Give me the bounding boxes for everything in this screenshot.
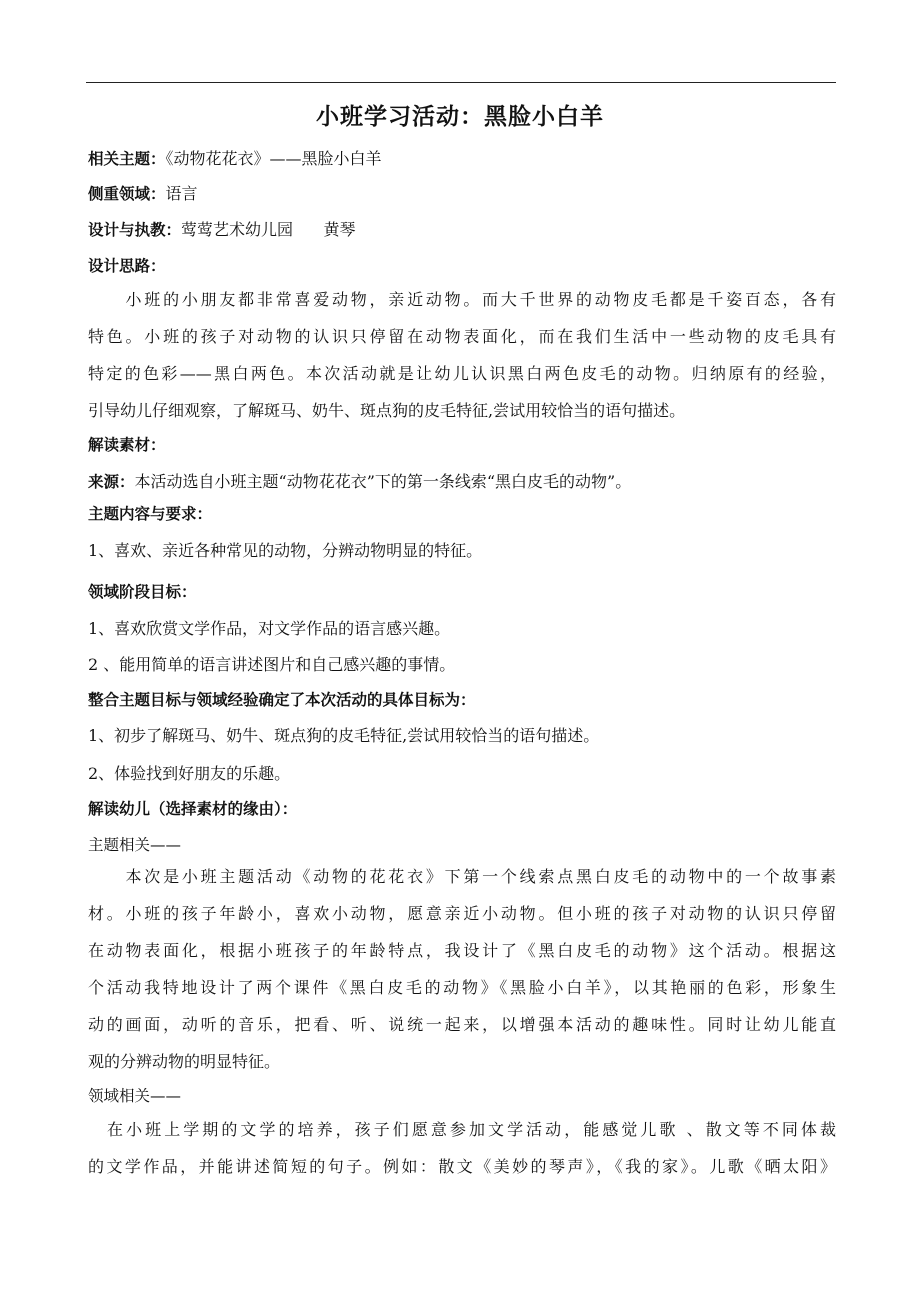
activity-goal-item: 2、体验找到好朋友的乐趣。 bbox=[88, 764, 291, 783]
meta-design bbox=[88, 217, 836, 240]
domain-goal-item: 2 、能用简单的语言讲述图片和自己感兴趣的事情。 bbox=[88, 655, 456, 674]
paragraph-line: 材。小班的孩子年龄小，喜欢小动物，愿意亲近小动物。但小班的孩子对动物的认识只停留 bbox=[88, 904, 836, 923]
source-value: 本活动选自小班主题“动物花花衣”下的第一条线索“黑白皮毛的动物”。 bbox=[134, 472, 632, 491]
paragraph-line: 在小班上学期的文学的培养，孩子们愿意参加文学活动，能感觉儿歌 、散文等不同体裁 bbox=[88, 1120, 836, 1139]
children-heading: 解读幼儿（选择素材的缘由）： bbox=[88, 800, 298, 818]
material-heading: 解读素材： bbox=[88, 436, 166, 454]
domain-label: 侧重领域： bbox=[88, 185, 166, 203]
paragraph-line: 的文学作品，并能讲述简短的句子。例如：散文《美妙的琴声》，《我的家》。儿歌《晒太阳》 bbox=[88, 1157, 836, 1176]
material-source bbox=[88, 469, 836, 492]
page-title: 小班学习活动：黑脸小白羊 bbox=[316, 103, 604, 130]
theme-req-heading: 主题内容与要求： bbox=[88, 505, 213, 523]
paragraph-line: 动的画面，动听的音乐，把看、听、说统一起来，以增强本活动的趣味性。同时让幼儿能直 bbox=[88, 1015, 836, 1034]
design-idea-paragraph bbox=[88, 281, 836, 429]
paragraph-line: 特定的色彩——黑白两色。本次活动就是让幼儿认识黑白两色皮毛的动物。归纳原有的经验， bbox=[88, 364, 836, 383]
paragraph-line: 引导幼儿仔细观察，了解斑马、奶牛、斑点狗的皮毛特征,尝试用较恰当的语句描述。 bbox=[88, 401, 686, 420]
theme-rel-heading: 主题相关—— bbox=[88, 836, 182, 854]
domain-rel-paragraph bbox=[88, 1111, 836, 1185]
source-label: 来源： bbox=[88, 473, 135, 491]
theme-req-item: 1、喜欢、亲近各种常见的动物，分辨动物明显的特征。 bbox=[88, 541, 483, 560]
paragraph-line: 在动物表面化，根据小班孩子的年龄特点，我设计了《黑白皮毛的动物》这个活动。根据这 bbox=[88, 941, 836, 960]
design-value: 莺莺艺术幼儿园 黄琴 bbox=[181, 220, 356, 239]
header-rule bbox=[86, 82, 836, 83]
theme-rel-paragraph bbox=[88, 858, 836, 1080]
paragraph-line: 本次是小班主题活动《动物的花花衣》下第一个线索点黑白皮毛的动物中的一个故事素 bbox=[88, 867, 836, 886]
design-idea-heading: 设计思路： bbox=[88, 257, 166, 275]
paragraph-line: 个活动我特地设计了两个课件《黑白皮毛的动物》《黑脸小白羊》，以其艳丽的色彩，形象生 bbox=[88, 978, 836, 997]
domain-rel-heading: 领域相关—— bbox=[88, 1087, 182, 1105]
activity-goal-heading: 整合主题目标与领域经验确定了本次活动的具体目标为： bbox=[88, 691, 476, 709]
theme-value: 《动物花花衣》——黑脸小白羊 bbox=[165, 149, 382, 168]
domain-goal-heading: 领域阶段目标： bbox=[88, 583, 197, 601]
paragraph-line: 小班的小朋友都非常喜爱动物，亲近动物。而大千世界的动物皮毛都是千姿百态，各有 bbox=[88, 290, 836, 309]
activity-goal-item: 1、初步了解斑马、奶牛、斑点狗的皮毛特征,尝试用较恰当的语句描述。 bbox=[88, 726, 600, 745]
meta-domain bbox=[88, 181, 836, 204]
theme-label: 相关主题： bbox=[88, 150, 166, 168]
design-label: 设计与执教： bbox=[88, 221, 182, 239]
paragraph-line: 特色。小班的孩子对动物的认识只停留在动物表面化，而在我们生活中一些动物的皮毛具有 bbox=[88, 327, 836, 346]
domain-goal-item: 1、喜欢欣赏文学作品，对文学作品的语言感兴趣。 bbox=[88, 619, 451, 638]
paragraph-line: 观的分辨动物的明显特征。 bbox=[88, 1052, 281, 1071]
domain-value: 语言 bbox=[165, 184, 198, 203]
meta-theme bbox=[88, 146, 836, 169]
